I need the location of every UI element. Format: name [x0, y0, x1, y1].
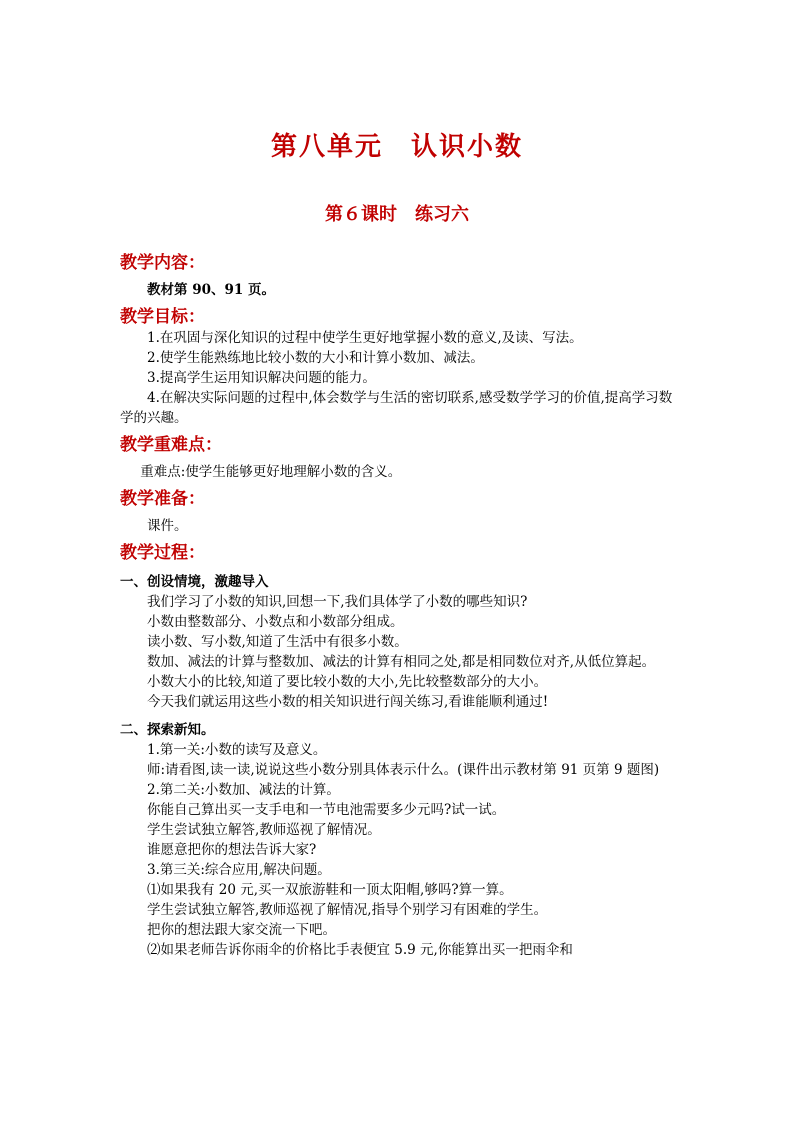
- goal-item: 1.在巩固与深化知识的过程中使学生更好地掌握小数的意义,及读、写法。: [147, 330, 583, 346]
- process-part-title: 二、探索新知。: [120, 722, 215, 738]
- process-paragraph: 2.第二关:小数加、减法的计算。: [147, 782, 340, 798]
- process-paragraph: 读小数、写小数,知道了生活中有很多小数。: [147, 634, 408, 650]
- section-heading-keypoints: 教学重难点：: [120, 435, 222, 455]
- process-paragraph: 学生尝试独立解答,教师巡视了解情况。: [147, 822, 381, 838]
- section-heading-process: 教学过程：: [120, 543, 205, 563]
- goal-item: 3.提高学生运用知识解决问题的能力。: [147, 370, 376, 386]
- process-paragraph: ⑵如果老师告诉你雨伞的价格比手表便宜 5.9 元,你能算出买一把雨伞和: [147, 942, 573, 958]
- process-paragraph: 小数由整数部分、小数点和小数部分组成。: [147, 614, 404, 630]
- process-paragraph: 今天我们就运用这些小数的相关知识进行闯关练习,看谁能顺利通过!: [147, 694, 549, 710]
- process-paragraph: 把你的想法跟大家交流一下吧。: [147, 922, 336, 938]
- process-paragraph: 我们学习了小数的知识,回想一下,我们具体学了小数的哪些知识?: [147, 594, 528, 610]
- keypoints-text: 重难点:使学生能够更好地理解小数的含义。: [140, 464, 402, 480]
- content-text: 教材第 90、91 页。: [147, 282, 275, 298]
- process-paragraph: 1.第一关:小数的读写及意义。: [147, 742, 327, 758]
- process-paragraph: 你能自己算出买一支手电和一节电池需要多少元吗?试一试。: [147, 802, 506, 818]
- process-paragraph: 小数大小的比较,知道了要比较小数的大小,先比较整数部分的大小。: [147, 674, 548, 690]
- section-heading-prep: 教学准备：: [120, 489, 205, 509]
- goal-item: 4.在解决实际问题的过程中,体会数学与生活的密切联系,感受数学学习的价值,提高学习数学的兴趣。: [120, 390, 673, 426]
- process-paragraph: 师:请看图,读一读,说说这些小数分别具体表示什么。(课件出示教材第 91 页第 9 题图): [147, 762, 660, 778]
- process-paragraph: 3.第三关:综合应用,解决问题。: [147, 862, 331, 878]
- process-paragraph: 谁愿意把你的想法告诉大家?: [147, 842, 317, 858]
- lesson-content: [120, 252, 680, 960]
- goal-item: 2.使学生能熟练地比较小数的大小和计算小数加、减法。: [147, 350, 484, 366]
- lesson-subtitle: 第６课时 练习六: [325, 204, 469, 225]
- prep-text: 课件。: [147, 518, 188, 534]
- process-part-title: 一、创设情境，激趣导入: [120, 574, 269, 590]
- unit-title: 第八单元 认识小数: [270, 132, 523, 162]
- section-heading-content: 教学内容：: [120, 253, 205, 273]
- process-paragraph: 数加、减法的计算与整数加、减法的计算有相同之处,都是相同数位对齐,从低位算起。: [147, 654, 656, 670]
- process-paragraph: 学生尝试独立解答,教师巡视了解情况,指导个别学习有困难的学生。: [147, 902, 548, 918]
- section-heading-goals: 教学目标：: [120, 307, 205, 327]
- process-paragraph: ⑴如果我有 20 元,买一双旅游鞋和一顶太阳帽,够吗?算一算。: [147, 882, 513, 898]
